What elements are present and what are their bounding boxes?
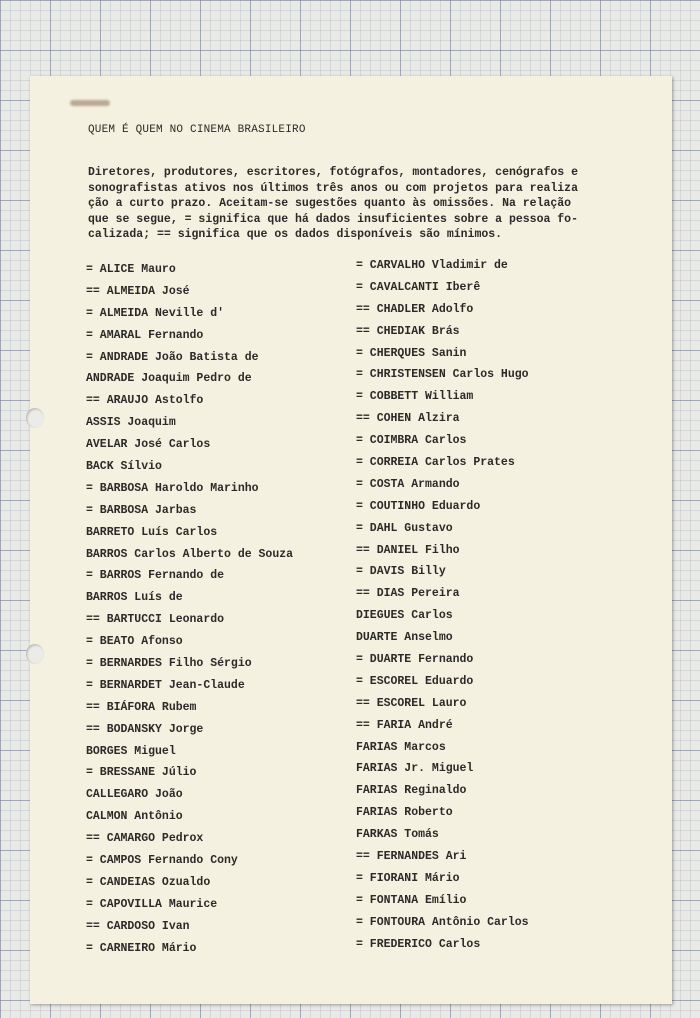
punch-hole-upper xyxy=(26,408,44,428)
name-entry: = BARBOSA Haroldo Marinho xyxy=(86,481,259,495)
name-entry: = BERNARDET Jean-Claude xyxy=(86,678,245,692)
name-entry: = CORREIA Carlos Prates xyxy=(356,456,515,470)
name-entry: == BODANSKY Jorge xyxy=(86,722,204,736)
name-entry: = CAVALCANTI Iberê xyxy=(356,280,481,294)
name-entry: == CARDOSO Ivan xyxy=(86,919,190,933)
name-entry: = DAVIS Billy xyxy=(356,565,446,579)
intro-paragraph xyxy=(88,165,648,243)
name-entry: CALLEGARO João xyxy=(86,788,183,802)
name-entry: == CHEDIAK Brás xyxy=(356,324,460,338)
name-entry: DUARTE Anselmo xyxy=(356,631,453,645)
name-entry: FARIAS Roberto xyxy=(356,806,453,820)
name-entry: = BARBOSA Jarbas xyxy=(86,503,197,517)
name-entry: = COBBETT William xyxy=(356,390,474,404)
name-entry: BARROS Luís de xyxy=(86,591,183,605)
name-entry: = AMARAL Fernando xyxy=(86,328,204,342)
intro-line: sonografistas ativos nos últimos três anos ou com projetos para realiza xyxy=(88,181,578,195)
name-entry: = DUARTE Fernando xyxy=(356,653,474,667)
name-entry: = DAHL Gustavo xyxy=(356,521,453,535)
names-list-right xyxy=(356,255,529,956)
name-entry: = ANDRADE João Batista de xyxy=(86,350,259,364)
name-entry: = FIORANI Mário xyxy=(356,871,460,885)
intro-line: que se segue, = significa que há dados insuficientes sobre a pessoa fo- xyxy=(88,212,578,226)
punch-hole-lower xyxy=(26,644,44,664)
name-entry: == ESCOREL Lauro xyxy=(356,696,467,710)
name-entry: ASSIS Joaquim xyxy=(86,416,176,430)
name-entry: = FONTANA Emílio xyxy=(356,893,467,907)
name-entry: = ESCOREL Eduardo xyxy=(356,674,474,688)
names-list-left xyxy=(86,259,293,960)
name-entry: = CARNEIRO Mário xyxy=(86,941,197,955)
name-entry: = CHERQUES Sanin xyxy=(356,346,467,360)
name-entry: = CANDEIAS Ozualdo xyxy=(86,875,211,889)
name-entry: == CAMARGO Pedrox xyxy=(86,832,204,846)
name-entry: = BRESSANE Júlio xyxy=(86,766,197,780)
name-entry: = FREDERICO Carlos xyxy=(356,937,481,951)
name-entry: == ARAUJO Astolfo xyxy=(86,394,204,408)
name-entry: FARKAS Tomás xyxy=(356,828,439,842)
name-entry: == COHEN Alzira xyxy=(356,412,460,426)
name-entry: = COIMBRA Carlos xyxy=(356,434,467,448)
name-entry: = FONTOURA Antônio Carlos xyxy=(356,915,529,929)
name-entry: == ALMEIDA José xyxy=(86,284,190,298)
name-entry: == CHADLER Adolfo xyxy=(356,302,474,316)
name-entry: == BIÁFORA Rubem xyxy=(86,700,197,714)
name-entry: ANDRADE Joaquim Pedro de xyxy=(86,372,252,386)
name-entry: BACK Sílvio xyxy=(86,460,162,474)
name-entry: = COUTINHO Eduardo xyxy=(356,499,481,513)
name-entry: == DANIEL Filho xyxy=(356,543,460,557)
document-page xyxy=(30,76,672,1004)
name-entry: = CAMPOS Fernando Cony xyxy=(86,854,238,868)
name-entry: FARIAS Marcos xyxy=(356,740,446,754)
name-entry: CALMON Antônio xyxy=(86,810,183,824)
name-entry: BARRETO Luís Carlos xyxy=(86,525,218,539)
name-entry: = CAPOVILLA Maurice xyxy=(86,897,218,911)
name-entry: == BARTUCCI Leonardo xyxy=(86,613,225,627)
intro-line: ção a curto prazo. Aceitam-se sugestões quanto às omissões. Na relação xyxy=(88,197,572,210)
intro-line: Diretores, produtores, escritores, fotógrafos, montadores, cenógrafos e xyxy=(88,166,578,179)
ink-smudge xyxy=(70,100,110,106)
name-entry: FARIAS Reginaldo xyxy=(356,784,467,798)
name-entry: FARIAS Jr. Miguel xyxy=(356,762,474,776)
name-entry: == FERNANDES Ari xyxy=(356,850,467,864)
name-entry: = BEATO Afonso xyxy=(86,635,183,649)
name-entry: = BERNARDES Filho Sérgio xyxy=(86,657,252,671)
name-entry: = ALICE Mauro xyxy=(86,263,176,276)
name-entry: = CHRISTENSEN Carlos Hugo xyxy=(356,368,529,382)
document-title: QUEM É QUEM NO CINEMA BRASILEIRO xyxy=(88,124,306,136)
name-entry: = COSTA Armando xyxy=(356,477,460,491)
name-entry: AVELAR José Carlos xyxy=(86,438,211,452)
name-entry: DIEGUES Carlos xyxy=(356,609,453,623)
name-entry: == DIAS Pereira xyxy=(356,587,460,601)
name-entry: = ALMEIDA Neville d' xyxy=(86,306,225,320)
name-entry: = BARROS Fernando de xyxy=(86,569,225,583)
name-entry: BORGES Miguel xyxy=(86,744,176,758)
name-entry: == FARIA André xyxy=(356,718,453,732)
intro-line: calizada; == significa que os dados disponíveis são mínimos. xyxy=(88,228,503,241)
name-entry: = CARVALHO Vladimir de xyxy=(356,259,508,272)
name-entry: BARROS Carlos Alberto de Souza xyxy=(86,547,294,561)
